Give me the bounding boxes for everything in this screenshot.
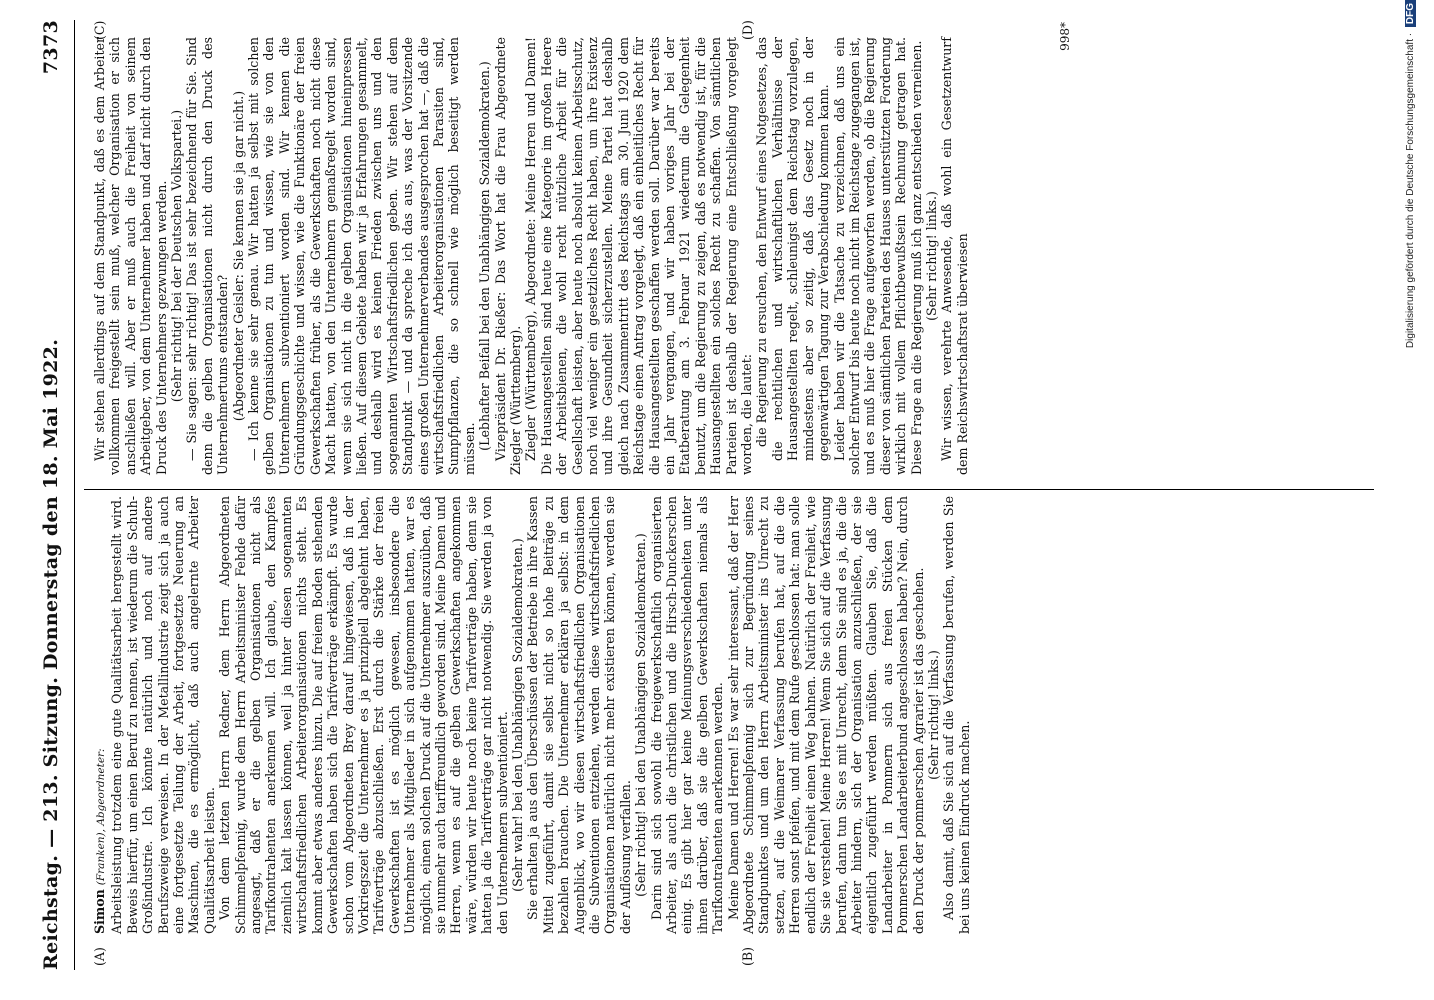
dfg-logo: DFG bbox=[1405, 0, 1416, 27]
header-date: Donnerstag den 18. Mai 1922. bbox=[40, 338, 62, 670]
credit-text: Digitalisierung gefördert durch die Deutsche Forschungsgemeinschaft · bbox=[1405, 32, 1416, 349]
speaker-note: (Franken), Abgeordneter: bbox=[95, 748, 107, 886]
interjection: (Sehr richtig! bei der Deutschen Volkspartei.) bbox=[169, 109, 185, 403]
signature-mark: 998* bbox=[1058, 22, 1072, 51]
paragraph: Ziegler (Württemberg), Abgeordnete: Meine Herren und Damen! Die Hausangestellten sind heute eine Kategorie im großen Heere der Arbeitsbienen, die wohl recht nützliche Arbeit für die Gesellschaft leisten, aber heute noch absolut keinen Arbeitsschutz, noch viel weniger ein gesetzliches Recht haben, um ihre Existenz und ihre Gesundheit sicherzustellen. Meine Partei hat deshalb gleich nach Zusammentritt des Reichstags am 30. Juni 1920 dem Reichstage einen Antrag vorgelegt, daß ein einheitliches Recht für die Hausangestellten geschaffen werden soll. Darüber war bereits ein Jahr vergangen, und wir haben voriges Jahr bei der Etatberatung am 3. Februar 1921 wiederum die Gelegenheit benutzt, um die Regierung zu zeigen, daß es notwendig ist, für die Hausangestellten ein solches Recht zu schaffen. Von sämtlichen Parteien ist deshalb der Regierung eine Entschließung vorgelegt worden, die lautet: bbox=[523, 37, 755, 475]
paragraph: Von dem letzten Herrn Redner, dem Herrn Abgeordneten Schimmelpfennig, wurde dem Herrn Arbeitsminister Fehde dafür angesagt, daß er die gelben Organisationen nicht als Tarifkontrahenten anerkennen will. Ich glaube, den Kampfes ziemlich kalt lassen können, weil ja hinter diesen sogenannten wirtschaftsfriedlichen Arbeiterorganisationen nichts steht. Es kommt aber etwas anderes hinzu. Die auf freiem Boden stehenden Gewerkschaften haben sich die Tarifverträge erkämpft. Es wurde schon vom Abgeordneten Brey darauf hingewiesen, daß in der Vorkriegszeit die Unternehmer es ja prinzipiell abgelehnt haben, Tarifverträge abzuschließen. Erst durch die Stärke der freien Gewerkschaften ist es möglich gewesen, insbesondere die Unternehmer als Mitglieder in sich aufgenommen hatten, war es möglich, einen solchen Druck auf die Unternehmer auszuüben, daß sie nunmehr auch tariffreundlich geworden sind. Meine Damen und Herren, wenn es auf die gelben Gewerkschaften angekommen wäre, würden wir heute noch keine Tarifverträge haben, denn sie hatten ja die Tarifverträge gar nicht notwendig. Sie werden ja von den Unternehmern subventioniert. bbox=[217, 496, 510, 934]
presiding-remark: Vizepräsident Dr. Rießer: Das Wort hat die Frau Abgeordnete Ziegler (Württemberg). bbox=[492, 37, 523, 475]
paragraph: Meine Damen und Herren! Es war sehr interessant, daß der Herr Abgeordnete Schimmelpfennig sich zur Begründung seines Standpunktes und um den Herrn Arbeitsminister ins Unrecht zu setzen, auf die Weimarer Verfassung berufen hat, auf die die Herren sonst pfeifen, und mit dem Rufe geschlossen hat: man solle endlich der Freiheit einen Weg bahnen. Natürlich der Freiheit, wie Sie sie verstehen! Meine Herren! Wenn Sie sich auf die Verfassung berufen, dann tun Sie es mit Unrecht, denn Sie sind es ja, die die Arbeiter hindern, sich der Organisation anzuschließen, der sie eigentlich zugeführt werden müßten. Glauben Sie, daß die Landarbeiter in Pommern sich aus freien Stücken dem Pommerschen Landarbeiterbund angeschlossen haben? Nein, durch den Druck der pommerschen Agrarier ist das geschehen. bbox=[725, 496, 926, 934]
digitization-credit bbox=[1405, 0, 1427, 990]
paragraph: Arbeitsleistung trotzdem eine gute Qualitätsarbeit hergestellt wird. Beweis hierfür, um einen Beruf zu nennen, ist wiederum die Schuh-Großindustrie. Ich könnte natürlich und noch auf andere Berufszweige verweisen. In der Metallindustrie zeigt sich ja auch eine fortgesetzte Teilung der Arbeit, fortgesetzte Neuerung an Maschinen, die es ermöglicht, daß auch angelernte Arbeiter Qualitätsarbeit leisten. bbox=[109, 496, 217, 934]
paragraph: Darin sind sich sowohl die freigewerkschaftlich organisierten Arbeiter, als auch die christlichen und die Hirsch-Dunckerschen einig. Es gibt hier gar keine Meinungsverschiedenheiten unter ihnen darüber, daß sie die gelben Gewerkschaften niemals als Tarifkontrahenten anerkennen werden. bbox=[648, 496, 726, 934]
margin-marker-c: (C) bbox=[92, 20, 107, 40]
paragraph: — Ich kenne sie sehr genau. Wir hatten ja selbst mit solchen gelben Organisationen zu tun und wissen, wie sie von den Unternehmern subventioniert worden sind. Wir kennen die Gründungsgeschichte und wissen, wie die Funktionäre der freien Gewerkschaften früher, als die Gewerkschaften noch nicht diese Macht hatten, von den Unternehmern gemaßregelt worden sind, wenn sie sich nicht in die gelben Organisationen hineinpressen ließen. Auf diesem Gebiete haben wir ja Erfahrungen gesammelt, und deshalb wird es keinen Frieden zwischen uns und den sogenannten Wirtschaftsfriedlichen geben. Wir stehen auf dem Standpunkt — und da spreche ich das aus, was der Vorsitzende eines großen Unternehmerverbandes ausgesprochen hat —, daß die wirtschaftsfriedlichen Arbeiterorganisationen Parasiten sind, Sumpfpflanzen, die so schnell wie möglich beseitigt werden müssen. bbox=[246, 37, 477, 475]
paragraph: Wir stehen allerdings auf dem Standpunkt, daß es dem Arbeiter vollkommen freigestellt sein muß, welcher Organisation er sich anschließen will. Aber er muß auch die Freiheit von seinem Arbeitgeber, von dem Unternehmer haben und darf nicht durch den Druck des Unternehmers gezwungen werden. bbox=[92, 37, 169, 475]
margin-marker-d: (D) bbox=[740, 20, 755, 40]
quoted-resolution: die Regierung zu ersuchen, den Entwurf eines Notgesetzes, das die rechtlichen und wirtschaftlichen Verhältnisse der Hausangestellten regelt, schleunigst dem Reichstag vorzulegen, mindestens aber so zeitig, daß das Gesetz noch in der gegenwärtigen Tagung zur Verabschiedung kommen kann. bbox=[754, 37, 832, 461]
page-header bbox=[40, 20, 74, 970]
paragraph: Wir wissen, verehrte Anwesende, daß wohl ein Gesetzentwurf dem Reichswirtschaftsrat überwiesen bbox=[939, 37, 970, 475]
paragraph: Sie erhalten ja aus den Überschüssen der Betriebe in ihre Kassen Mittel zugeführt, damit sie selbst nicht so hohe Beiträge zu bezahlen brauchen. Die Unternehmer erklären ja selbst: in dem Augenblick, wo wir diesen wirtschaftsfriedlichen Organisationen die Subventionen entziehen, werden diese wirtschaftsfriedlichen Organisationen natürlich nicht mehr existieren können, werden sie der Auflösung verfallen. bbox=[525, 496, 633, 934]
right-column bbox=[92, 37, 970, 475]
header-title: Reichstag. — 213. Sitzung. bbox=[40, 676, 62, 970]
page-number: 7373 bbox=[40, 20, 62, 75]
margin-marker-b: (B) bbox=[740, 946, 755, 966]
interjection: (Sehr richtig! bei den Unabhängigen Sozialdemokraten.) bbox=[633, 533, 649, 897]
speaker-heading bbox=[92, 496, 109, 934]
interjection: (Abgeordneter Geisler: Sie kennen sie ja gar nicht.) bbox=[230, 90, 246, 422]
interjection: (Sehr richtig! links.) bbox=[925, 650, 941, 780]
margin-marker-a: (A) bbox=[92, 947, 107, 966]
left-column bbox=[92, 496, 972, 934]
paragraph: — Sie sagen: sehr richtig! Das ist sehr bezeichnend für Sie. Sind denn die gelben Organisationen nicht durch den Druck des Unternehmertums entstanden? bbox=[184, 37, 231, 475]
header-rule bbox=[74, 20, 75, 970]
interjection: (Sehr richtig! links.) bbox=[923, 191, 939, 321]
speaker-name: Simon bbox=[92, 889, 107, 934]
interjection: (Sehr wahr! bei den Unabhängigen Sozialdemokraten.) bbox=[509, 538, 525, 892]
column-divider bbox=[84, 489, 1374, 490]
paragraph: Also damit, daß Sie sich auf die Verfassung berufen, werden Sie bei uns keinen Eindruck machen. bbox=[941, 496, 972, 934]
paragraph: Leider haben wir die Tatsache zu verzeichnen, daß uns ein solcher Entwurf bis heute noch nicht im Reichstage zugegangen ist, und es muß hier die Frage aufgeworfen werden, ob die Regierung dieser von sämtlichen Parteien des Hauses unterstützten Forderung wirklich mit vollem Pflichtbewußtsein Rechnung getragen hat. Diese Frage an die Regierung muß ich ganz entschieden verneinen. bbox=[831, 37, 924, 475]
interjection: (Lebhafter Beifall bei den Unabhängigen Sozialdemokraten.) bbox=[477, 61, 493, 451]
